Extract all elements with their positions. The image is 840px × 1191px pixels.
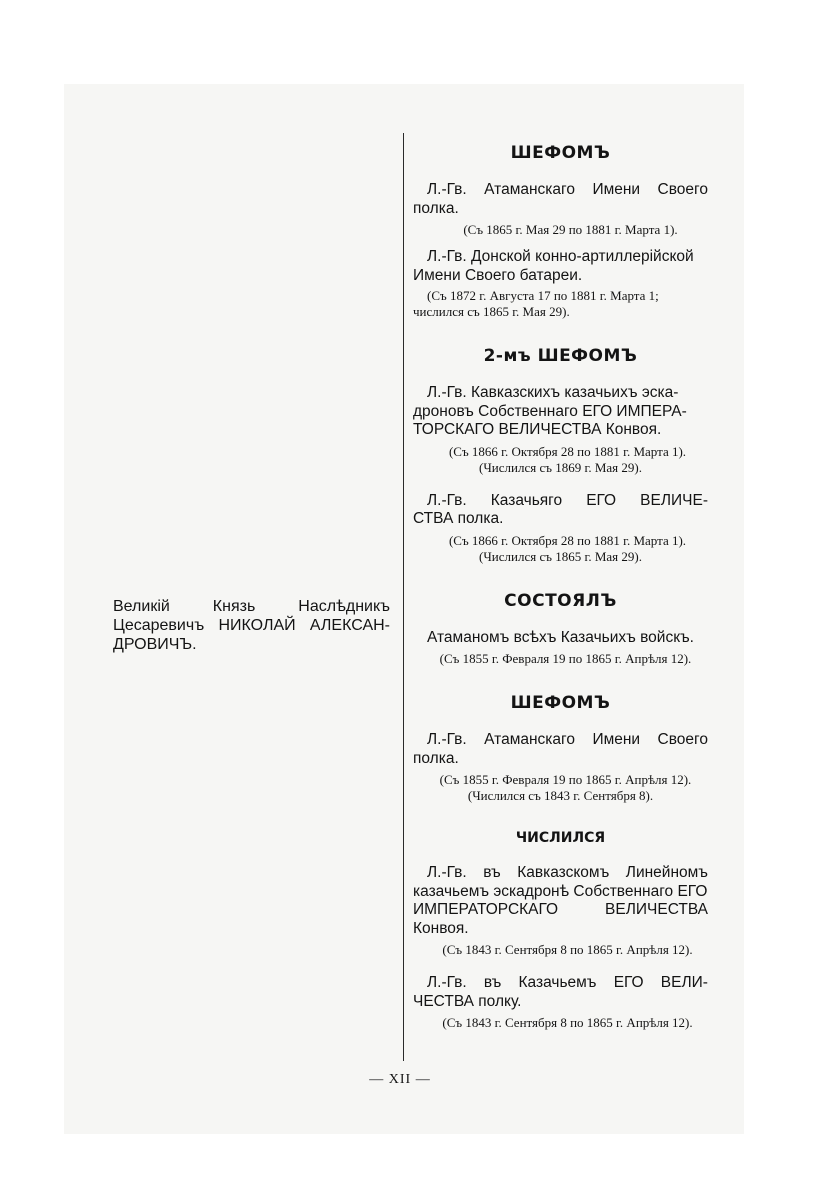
word: Имени — [592, 731, 641, 748]
unit-entry — [413, 864, 708, 938]
section-heading: 2-мъ ШЕФОМЪ — [483, 346, 638, 366]
date-range: (Съ 1843 г. Сентября 8 по 1865 г. Апрѣля 12). — [442, 1015, 693, 1030]
section-heading: ЧИСЛИЛСЯ — [515, 830, 606, 846]
word: ВЕЛИЧЕ- — [640, 491, 708, 509]
name-word: НИКОЛАЙ — [218, 617, 296, 634]
date-range: (Съ 1855 г. Февраля 19 по 1865 г. Апрѣля 12). — [439, 772, 692, 787]
date-range: (Числился съ 1865 г. Мая 29). — [479, 548, 642, 564]
date-range: (Числился съ 1843 г. Сентября 8). — [467, 788, 654, 803]
date-range: (Съ 1855 г. Февраля 19 по 1865 г. Апрѣля 12). — [439, 651, 692, 666]
unit-line: Имени Своего батареи. — [413, 266, 583, 284]
word: Л.-Гв. — [427, 974, 467, 991]
word: ВЕЛИЧЕСТВА — [605, 901, 708, 918]
word: Атаманскаго — [484, 731, 575, 748]
name-word: Цесаревичъ — [113, 617, 205, 634]
unit-line — [413, 492, 708, 511]
name-word: Наслѣдникъ — [298, 598, 390, 615]
unit-entry — [413, 974, 708, 1011]
date-range: (Съ 1865 г. Мая 29 по 1881 г. Марта 1). — [463, 222, 678, 237]
word: Л.-Гв. — [427, 731, 467, 748]
unit-entry — [413, 731, 708, 768]
unit-line — [413, 181, 708, 200]
word: Л.-Гв. — [427, 491, 467, 509]
date-range: числился съ 1865 г. Мая 29). — [413, 304, 570, 319]
word: Своего — [657, 731, 708, 748]
column-divider — [403, 133, 404, 1061]
unit-entry — [413, 629, 708, 648]
word: ЕГО — [613, 974, 644, 991]
unit-line: ЧЕСТВА полку. — [413, 992, 522, 1010]
word: Л.-Гв. — [427, 181, 467, 198]
unit-line — [413, 731, 708, 750]
unit-line: дроновъ Собственнаго ЕГО ИМПЕРА- — [413, 402, 687, 420]
date-range: (Съ 1872 г. Августа 17 по 1881 г. Марта 1; — [427, 288, 659, 303]
unit-line — [413, 864, 708, 883]
word: Своего — [657, 181, 708, 198]
unit-entry — [413, 384, 708, 440]
word: Казачьяго — [490, 491, 563, 509]
unit-entry — [413, 492, 708, 529]
name-word: Князь — [212, 598, 256, 615]
date-range: (Съ 1843 г. Сентября 8 по 1865 г. Апрѣля 12). — [442, 942, 693, 957]
word: Кавказскомъ — [517, 864, 610, 881]
date-range: (Съ 1866 г. Октября 28 по 1881 г. Марта 1). — [448, 443, 687, 459]
word: въ — [483, 864, 501, 881]
person-name-block — [113, 597, 390, 654]
word: ИМПЕРАТОРСКАГО — [413, 901, 559, 918]
name-line — [113, 635, 390, 654]
section-heading: ШЕФОМЪ — [510, 693, 611, 713]
unit-line: полка. — [413, 199, 459, 217]
date-range: (Съ 1866 г. Октября 28 по 1881 г. Марта 1). — [448, 532, 687, 548]
word: ЕГО — [586, 491, 617, 509]
word: въ — [483, 974, 502, 991]
unit-line: Л.-Гв. Донской конно-артиллерiйской — [427, 248, 694, 265]
unit-line — [413, 974, 708, 993]
word: Имени — [592, 181, 641, 198]
word: Казачьемъ — [518, 974, 597, 991]
unit-entry — [413, 181, 708, 218]
unit-line — [413, 901, 708, 920]
name-line — [113, 616, 390, 635]
unit-entry — [413, 248, 708, 285]
unit-line: ТОРСКАГО ВЕЛИЧЕСТВА Конвоя. — [413, 421, 662, 438]
section-heading: ШЕФОМЪ — [510, 143, 611, 163]
service-record — [413, 143, 708, 1031]
name-word: Великiй — [113, 598, 170, 615]
date-range: (Числился съ 1869 г. Мая 29). — [479, 459, 642, 475]
word: Л.-Гв. — [427, 864, 467, 881]
word: Линейномъ — [625, 864, 708, 881]
unit-line: полка. — [413, 749, 459, 767]
word: Атаманскаго — [484, 181, 575, 198]
page-number: — XII — — [369, 1072, 431, 1087]
unit-line: СТВА полка. — [413, 510, 504, 527]
unit-line: казачьемъ эскадронѣ Собственнаго ЕГО — [413, 882, 708, 900]
word: ВЕЛИ- — [660, 974, 708, 991]
unit-line: Л.-Гв. Кавказскихъ казачьихъ эска- — [427, 384, 679, 401]
name-word: АЛЕКСАН- — [309, 617, 390, 634]
name-line — [113, 597, 390, 616]
unit-line: Атаманомъ всѣхъ Казачьихъ войскъ. — [427, 628, 694, 646]
unit-line: Конвоя. — [413, 919, 469, 937]
name-word: ДРОВИЧЪ. — [113, 636, 197, 653]
section-heading: СОСТОЯЛЪ — [504, 590, 617, 611]
